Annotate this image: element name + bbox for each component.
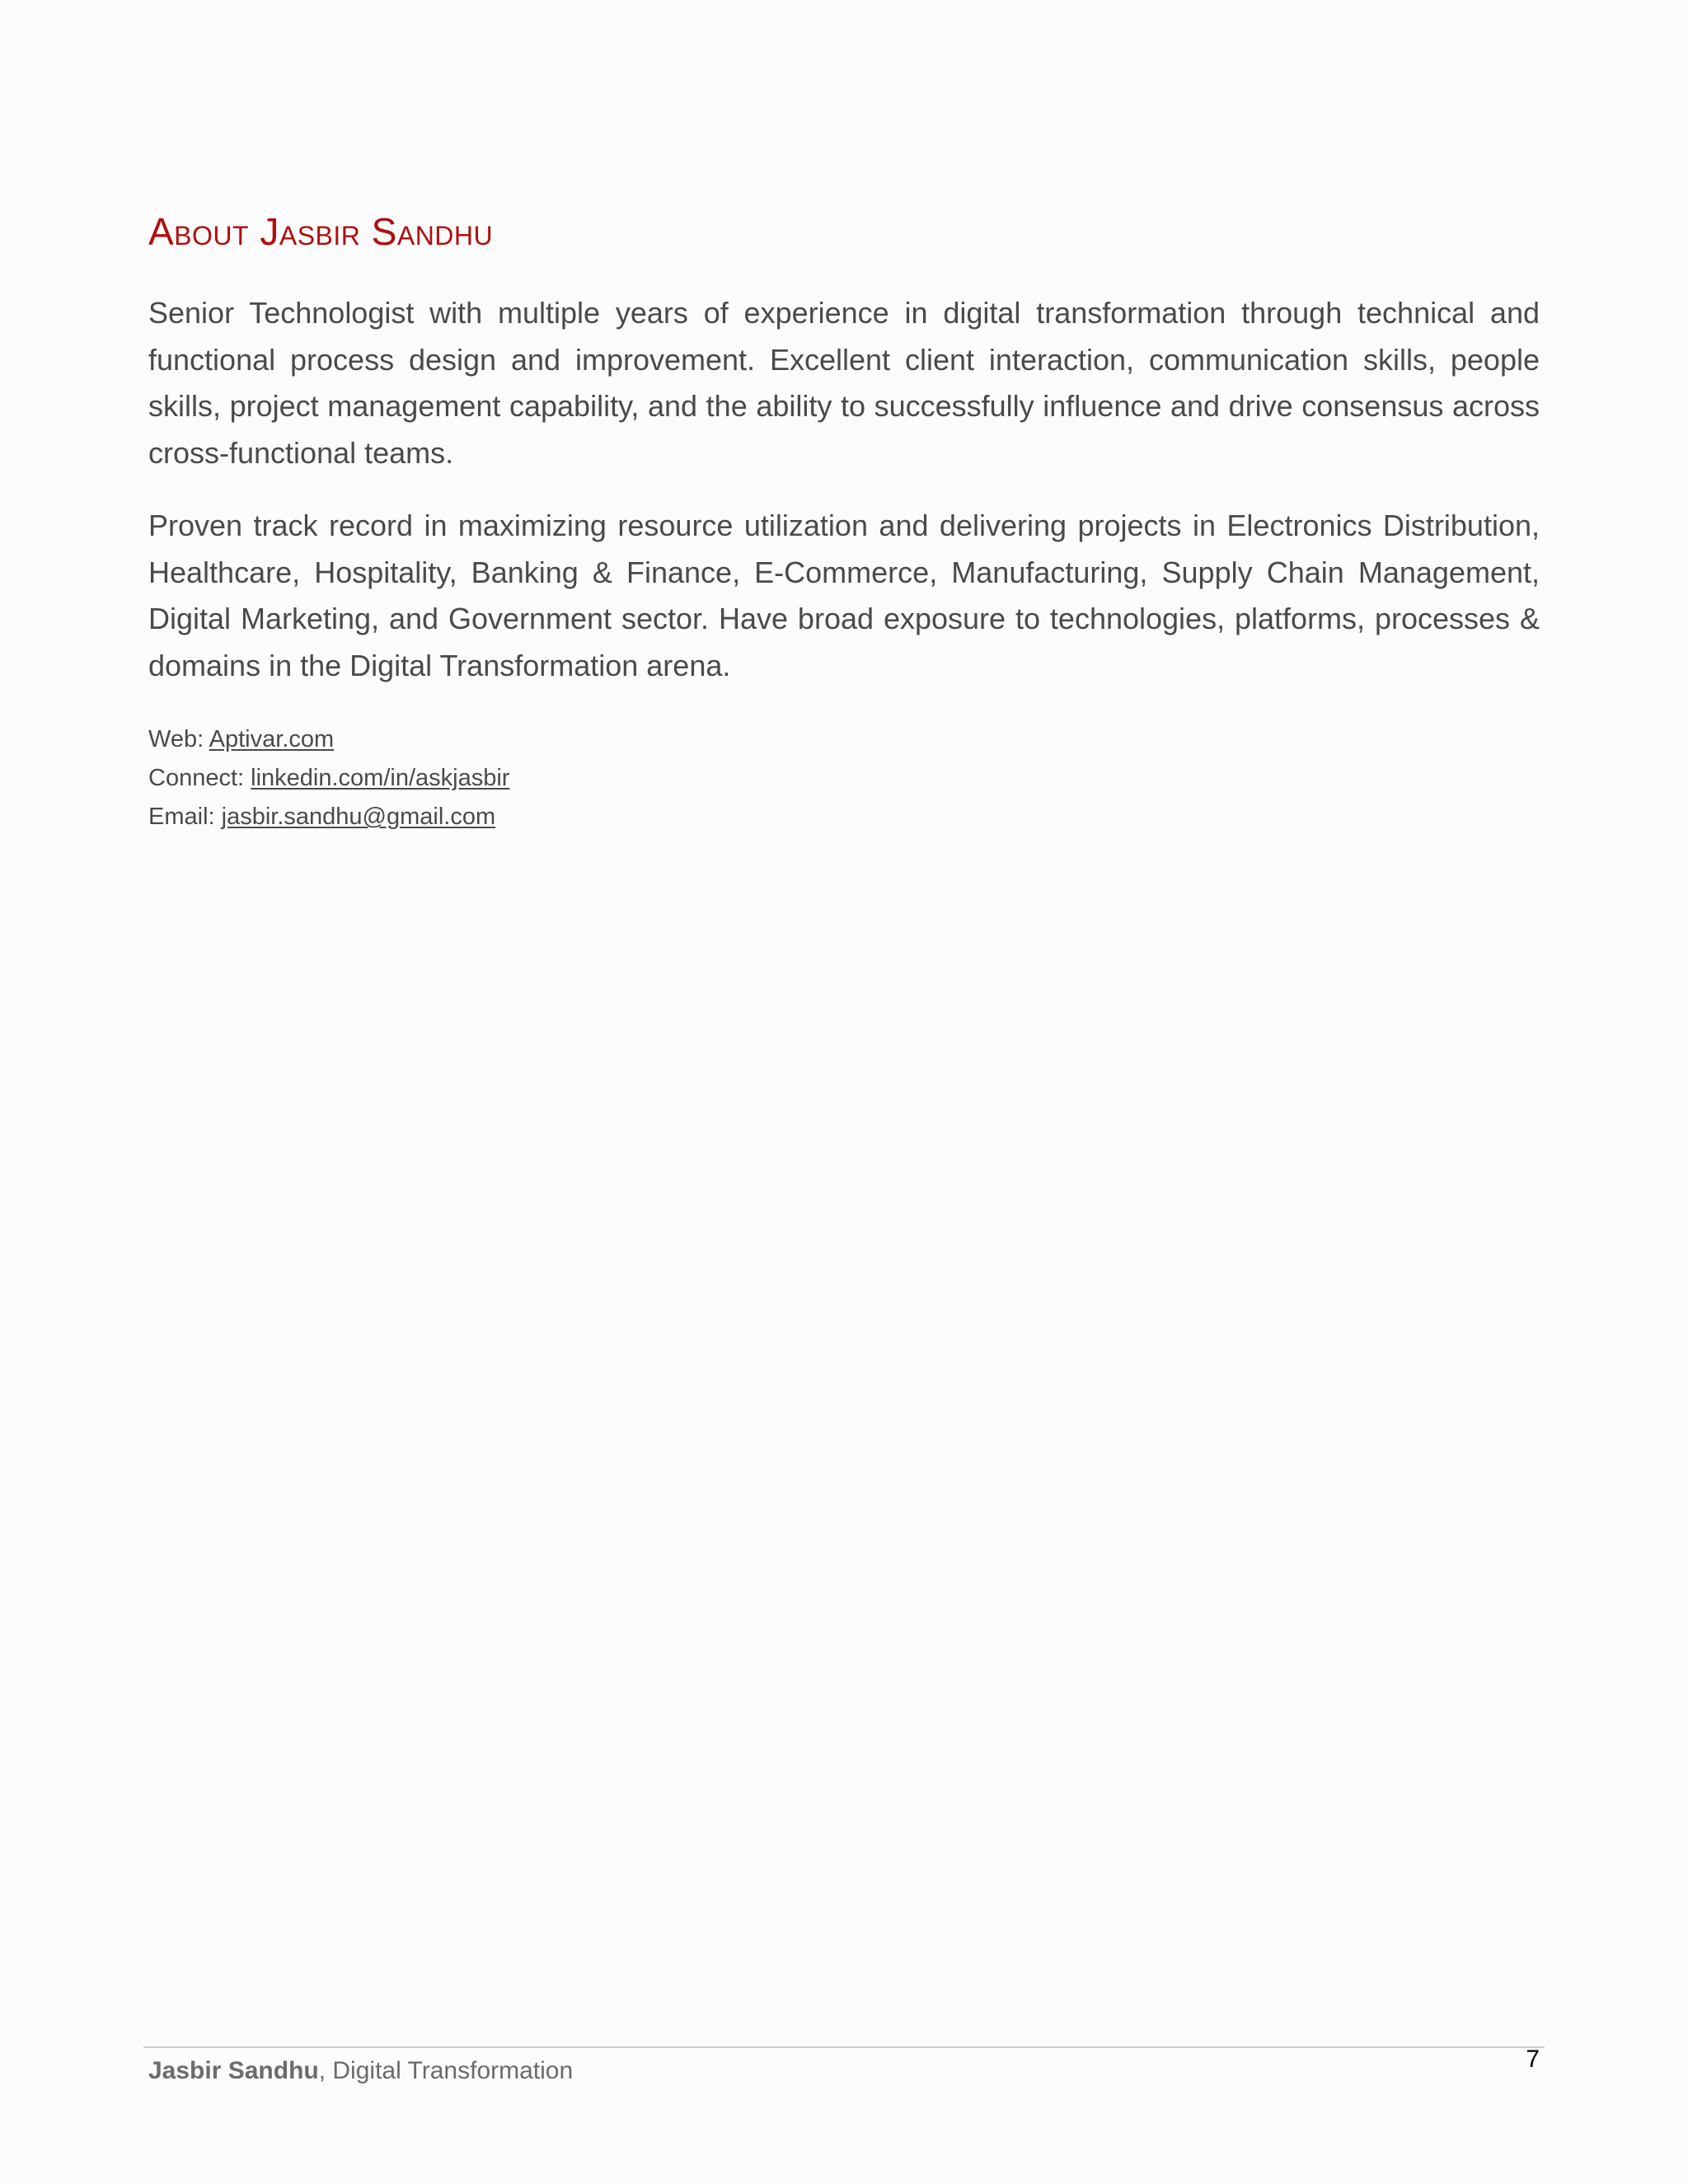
contact-email-label: Email: xyxy=(148,804,222,830)
page-content xyxy=(148,203,1540,837)
bio-paragraph-summary: Senior Technologist with multiple years of experience in digital transformation through technical and functional process design and improvement. Excellent client interaction, communication skills, people skills, project management capability, and the ability to successfully influence and drive consensus across cross-functional teams. xyxy=(148,296,1540,470)
contact-email-link[interactable]: jasbir.sandhu@gmail.com xyxy=(221,804,496,830)
contact-connect-label: Connect: xyxy=(148,765,251,791)
page-number: 7 xyxy=(1526,2046,1540,2073)
footer-author: Jasbir Sandhu xyxy=(148,2057,319,2084)
footer-credit xyxy=(148,2055,573,2088)
contact-web-label: Web: xyxy=(148,726,209,752)
contact-web-link[interactable]: Aptivar.com xyxy=(209,726,335,752)
page-footer xyxy=(143,2046,1545,2084)
contact-block xyxy=(148,720,1540,837)
section-heading: About Jasbir Sandhu xyxy=(148,210,494,253)
contact-email-line xyxy=(148,798,1540,837)
bio-paragraph-experience: Proven track record in maximizing resource utilization and delivering projects in Electronics Distribution, Healthcare, Hospitality, Banking & Finance, E-Commerce, Manufacturing, Supply Chain Management, Digital Marketing, and Government sector. Have broad exposure to technologies, platforms, processes & domains in the Digital Transformation arena. xyxy=(148,509,1540,682)
contact-connect-line xyxy=(148,759,1540,798)
footer-subtitle: , Digital Transformation xyxy=(318,2057,574,2084)
contact-linkedin-link[interactable]: linkedin.com/in/askjasbir xyxy=(251,765,510,791)
contact-web-line xyxy=(148,720,1540,759)
